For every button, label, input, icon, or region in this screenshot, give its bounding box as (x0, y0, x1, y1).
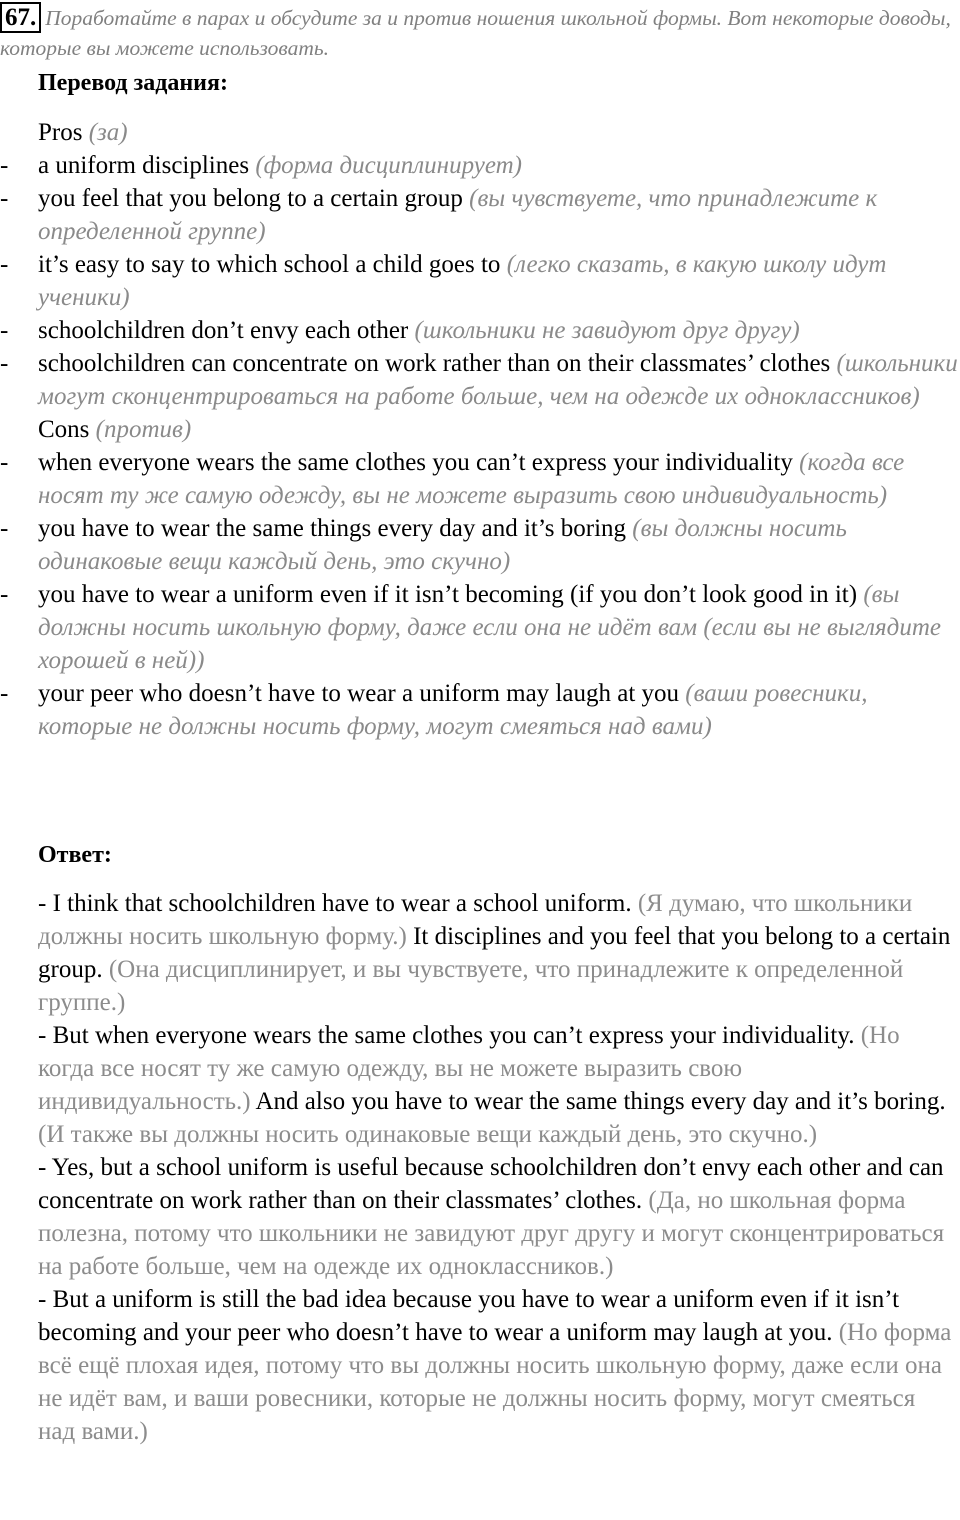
list-item: - it’s easy to say to which school a child goes to (легко сказать, в какую школу идут ученики) (0, 251, 887, 311)
exercise-number: 67. (0, 2, 41, 33)
dialogue-line: - I think that schoolchildren have to wear a school uniform. (Я думаю, что школьники должны носить школьную форму.) It disciplines and you feel that you belong to a certain group. (Она дисциплинирует, и вы чувствуете, что принадлежите к определенной группе.) (38, 890, 951, 1016)
answer-dialogue (38, 887, 953, 1448)
list-item: - you have to wear a uniform even if it isn’t becoming (if you don’t look good in it) (вы должны носить школьную форму, даже если она не идёт вам (если вы не выглядите хорошей в ней)) (0, 581, 941, 674)
list-item: - a uniform disciplines (форма дисциплинирует) (0, 152, 522, 179)
list-item: - you feel that you belong to a certain group (вы чувствуете, что принадлежите к определенной группе) (0, 185, 878, 245)
dialogue-line: - But a uniform is still the bad idea because you have to wear a uniform even if it isn’t becoming and your peer who doesn’t have to wear a uniform may laugh at you. (Но форма всё ещё плохая идея, потому что вы должны носить школьную форму, даже если она не идёт вам, и ваши ровесники, которые не должны носить форму, могут смеяться над вами.) (38, 1286, 952, 1445)
pros-cons-list (0, 116, 960, 743)
list-item: - schoolchildren don’t envy each other (школьники не завидуют друг другу) (0, 317, 800, 344)
list-item: - schoolchildren can concentrate on work rather than on their classmates’ clothes (школьники могут сконцентрироваться на работе больше, чем на одежде их одноклассников) (0, 350, 958, 410)
list-item: - when everyone wears the same clothes you can’t express your individuality (когда все носят ту же самую одежду, вы не можете выразить свою индивидуальность) (0, 449, 905, 509)
exercise-header (0, 2, 955, 63)
cons-label: Cons (против) (38, 416, 192, 443)
dialogue-line: - Yes, but a school uniform is useful because schoolchildren don’t envy each other and can concentrate on work rather than on their classmates’ clothes. (Да, но школьная форма полезна, потому что школьники не завидуют друг другу и могут сконцентрироваться на работе больше, чем на одежде их одноклассников.) (38, 1154, 945, 1280)
translation-heading: Перевод задания: (38, 70, 228, 96)
exercise-task: Поработайте в парах и обсудите за и против ношения школьной формы. Вот некоторые доводы, которые вы можете использовать. (0, 6, 951, 60)
list-item: - you have to wear the same things every day and it’s boring (вы должны носить одинаковые вещи каждый день, это скучно) (0, 515, 847, 575)
list-item: - your peer who doesn’t have to wear a uniform may laugh at you (ваши ровесники, которые не должны носить форму, могут смеяться над вами) (0, 680, 868, 740)
dialogue-line: - But when everyone wears the same clothes you can’t express your individuality. (Но когда все носят ту же самую одежду, вы не можете выразить свою индивидуальность.) And also you have to wear the same things every day and it’s boring. (И также вы должны носить одинаковые вещи каждый день, это скучно.) (38, 1022, 946, 1148)
pros-label: Pros (за) (38, 119, 128, 146)
answer-heading: Ответ: (38, 842, 112, 868)
